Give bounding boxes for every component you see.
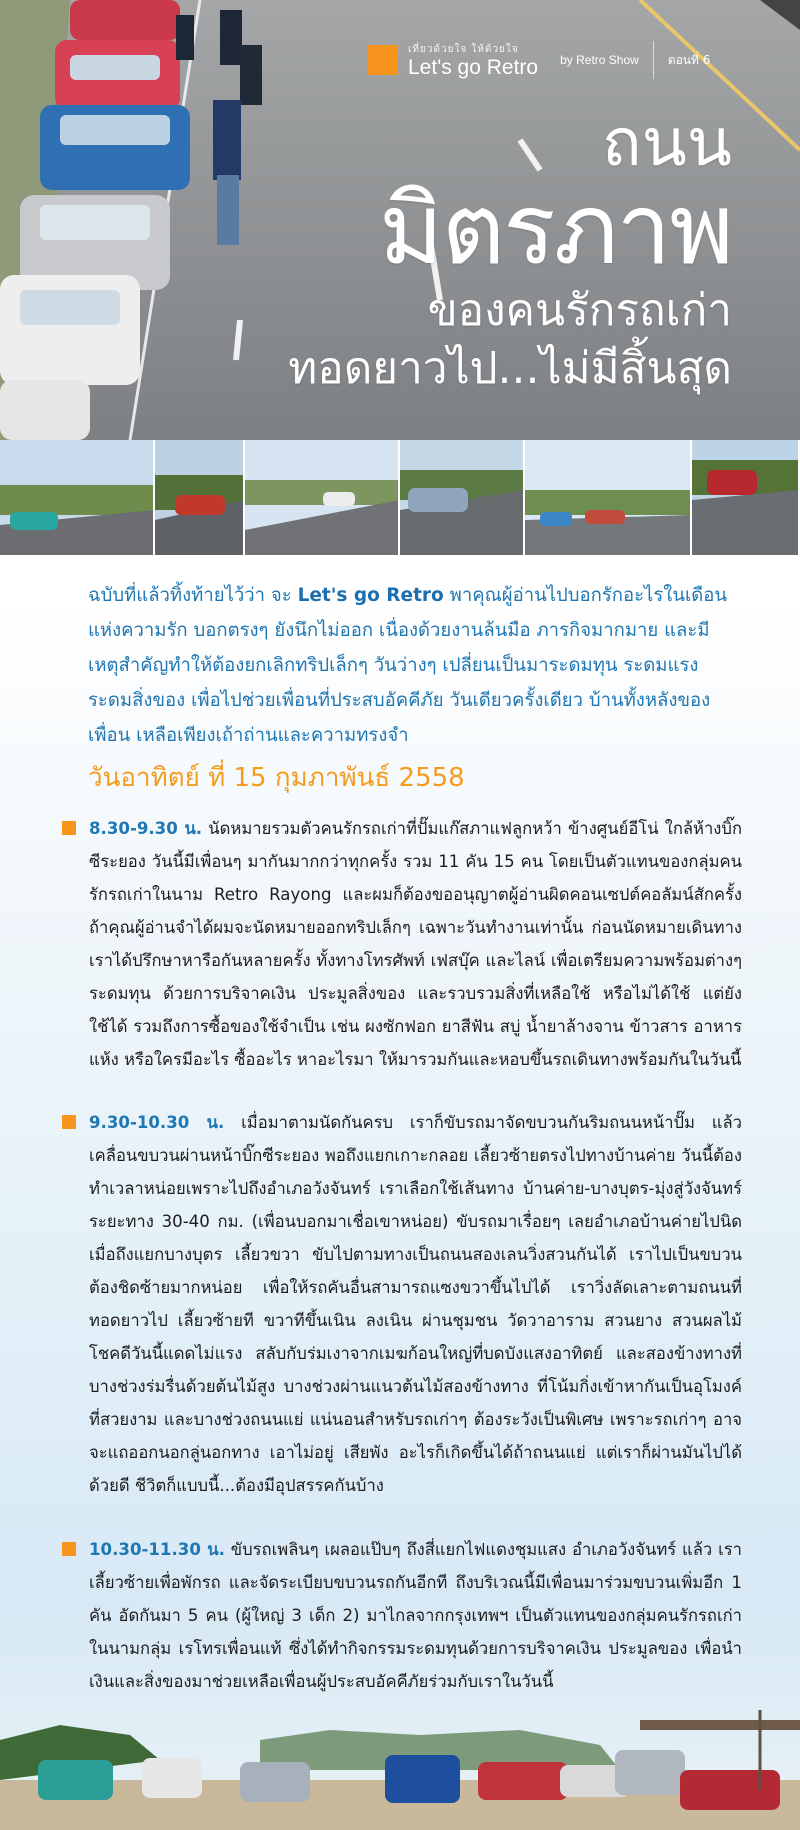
title-line-1: ถนน [601,104,732,181]
strip-photo-5 [525,440,692,555]
photo-strip [0,440,800,555]
byline: by Retro Show [560,53,639,67]
episode-number: ตอนที่ 6 [667,52,711,67]
logo-tagline: เที่ยวด้วยใจ ให้ด้วยใจ [408,43,519,55]
intro-brand: Let's go Retro [297,585,444,606]
timeline-entry-1 [62,812,742,1076]
title-line-3: ของคนรักรถเก่า [427,285,732,336]
entry-body: นัดหมายรวมตัวคนรักรถเก่าที่ปั๊มแก๊สภาแฟลูกหว้า ข้างศูนย์อีโน่ ใกล้ห้างบิ๊กซีระยอง วันนี้มีเพื่อนๆ มากันมากกว่าทุกครั้ง รวม 11 คัน 15 คน โดยเป็นตัวแทนของกลุ่มคนรักรถเก่าในนาม Retro Rayong และผมก็ต้องขออนุญาตผู้อ่านผิดคอนเซปต์คอลัมน์สักครั้ง ถ้าคุณผู้อ่านจำได้ผมจะนัดหมายออกทริปเล็กๆ เฉพาะวันทำงานเท่านั้น ก่อนนัดหมายเดินทาง เราได้ปรึกษาหารือกันหลายครั้ง ทั้งทางโทรศัพท์ เฟสบุ๊ค และไลน์ เพื่อเตรียมความพร้อมต่างๆ ระดมทุน ด้วยการบริจาคเงิน ประมูลสิ่งของ และรวบรวมสิ่งที่เหลือใช้ หรือไม่ได้ใช้ แต่ยังใช้ได้ รวมถึงการซื้อของใช้จำเป็น เช่น ผงซักฟอก ยาสีฟัน สบู่ น้ำยาล้างจาน ข้าวสาร อาหารแห้ง หรือใครมีอะไร ซื้ออะไร หาอะไรมา ให้มารวมกันและหอบขึ้นรถเดินทางพร้อมกันในวันนี้ [89,819,742,1069]
logo-brand: Let's go Retro [408,55,539,79]
title-line-2: มิตรภาพ [378,173,732,287]
hero-banner [0,0,800,440]
entry-time: 8.30-9.30 น. [89,819,203,838]
column-header [368,40,710,80]
date-heading: วันอาทิตย์ ที่ 15 กุมภาพันธ์ 2558 [88,763,465,793]
strip-photo-6 [692,440,800,555]
entry-time: 10.30-11.30 น. [89,1540,225,1559]
timeline-entry-2 [62,1106,742,1502]
timeline-entry-3 [62,1533,742,1698]
title-line-4: ทอดยาวไป...ไม่มีสิ้นสุด [288,343,732,394]
intro-text-after: พาคุณผู้อ่านไปบอกรักอะไรในเดือนแห่งความรัก บอกตรงๆ ยังนึกไม่ออก เนื่องด้วยงานล้นมือ ภารกิจมากมาย และมีเหตุสำคัญทำให้ต้องยกเลิกทริปเล็กๆ วันว่างๆ เปลี่ยนเป็นมาระดมทุน ระดมแรง ระดมสิ่งของ เพื่อไปช่วยเพื่อนที่ประสบอัคคีภัย วันเดียวครั้งเดียว บ้านทั้งหลังของเพื่อน เหลือเพียงเถ้าถ่านและความทรงจำ [88,585,728,746]
article-title [288,104,732,398]
strip-photo-1 [0,440,155,555]
orange-square-icon [368,45,398,75]
orange-square-bullet-icon [62,1542,76,1556]
column-logo [408,42,538,79]
strip-photo-3 [245,440,400,555]
orange-square-bullet-icon [62,1115,76,1129]
entry-text [89,1106,742,1502]
entry-text [89,812,742,1076]
header-divider [653,41,654,79]
entry-body: ขับรถเพลินๆ เผลอแป๊บๆ ถึงสี่แยกไฟแดงชุมแสง อำเภอวังจันทร์ แล้ว เราเลี้ยวซ้ายเพื่อพักรถ และจัดระเบียบขบวนรถกันอีกที ถึงบริเวณนี้มีเพื่อนมาร่วมขบวนเพิ่มอีก 1 คัน อัดกันมา 5 คน (ผู้ใหญ่ 3 เด็ก 2) มาไกลจากกรุงเทพฯ เป็นตัวแทนของกลุ่มคนรักรถเก่าในนามกลุ่ม เรโทรเพื่อนแท้ ซึ่งได้ทำกิจกรรมระดมทุนด้วยการบริจาคเงิน ประมูลของ เพื่อนำเงินและสิ่งของมาช่วยเหลือเพื่อนผู้ประสบอัคคีภัยร่วมกับเราในวันนี้ [89,1540,742,1691]
entry-body: เมื่อมาตามนัดกันครบ เราก็ขับรถมาจัดขบวนกันริมถนนหน้าปั๊ม แล้วเคลื่อนขบวนผ่านหน้าบิ๊กซีระยอง พอถึงแยกเกาะกลอย เลี้ยวซ้ายตรงไปทางบ้านค่าย วันนี้ต้องทำเวลาหน่อยเพราะไปถึงอำเภอวังจันทร์ เราเลือกใช้เส้นทาง บ้านค่าย-บางบุตร-มุ่งสู่วังจันทร์ ระยะทาง 30-40 กม. (เพื่อนบอกมาเชื่อเขาหน่อย) ขับรถมาเรื่อยๆ เลยอำเภอบ้านค่ายไปนิด เมื่อถึงแยกบางบุตร เลี้ยวขวา ขับไปตามทางเป็นถนนสองเลนวิ่งสวนกันได้ เราไปเป็นขบวนต้องชิดซ้ายมากหน่อย เพื่อให้รถคันอื่นสามารถแซงขวาขึ้นไปได้ เราวิ่งลัดเลาะตามถนนที่ทอดยาวไป เลี้ยวซ้ายที ขวาทีขึ้นเนิน ลงเนิน ผ่านชุมชน วัดวาอาราม สวนยาง สวนผลไม้ โชคดีวันนี้แดดไม่แรง สลับกับร่มเงาจากเมฆก้อนใหญ่ที่บดบังแสงอาทิตย์ และสองข้างทางที่บางช่วงร่มรื่นด้วยต้นไม้สูง บางช่วงผ่านแนวต้นไม้สองข้างทาง ที่โน้มกิ่งเข้าหากันเป็นอุโมงค์ที่สวยงาม และบางช่วงถนนแย่ แน่นอนสำหรับรถเก่าๆ ต้องระวังเป็นพิเศษ เพราะรถเก่าๆ อาจจะแถออกนอกลู่นอกทาง เอาไม่อยู่ เสียพัง อะไรก็เกิดขึ้นได้ถ้าถนนแย่ แต่เราก็ผ่านมันไปได้ด้วยดี ชีวิตก็แบบนี้...ต้องมีอุปสรรคกันบ้าง [89,1113,742,1495]
bottom-parking-photo [0,1700,800,1830]
strip-photo-2 [155,440,245,555]
entry-text [89,1533,742,1698]
intro-paragraph [88,578,734,753]
orange-square-bullet-icon [62,821,76,835]
strip-photo-4 [400,440,525,555]
entry-time: 9.30-10.30 น. [89,1113,225,1132]
intro-text-before: ฉบับที่แล้วทิ้งท้ายไว้ว่า จะ [88,585,298,606]
